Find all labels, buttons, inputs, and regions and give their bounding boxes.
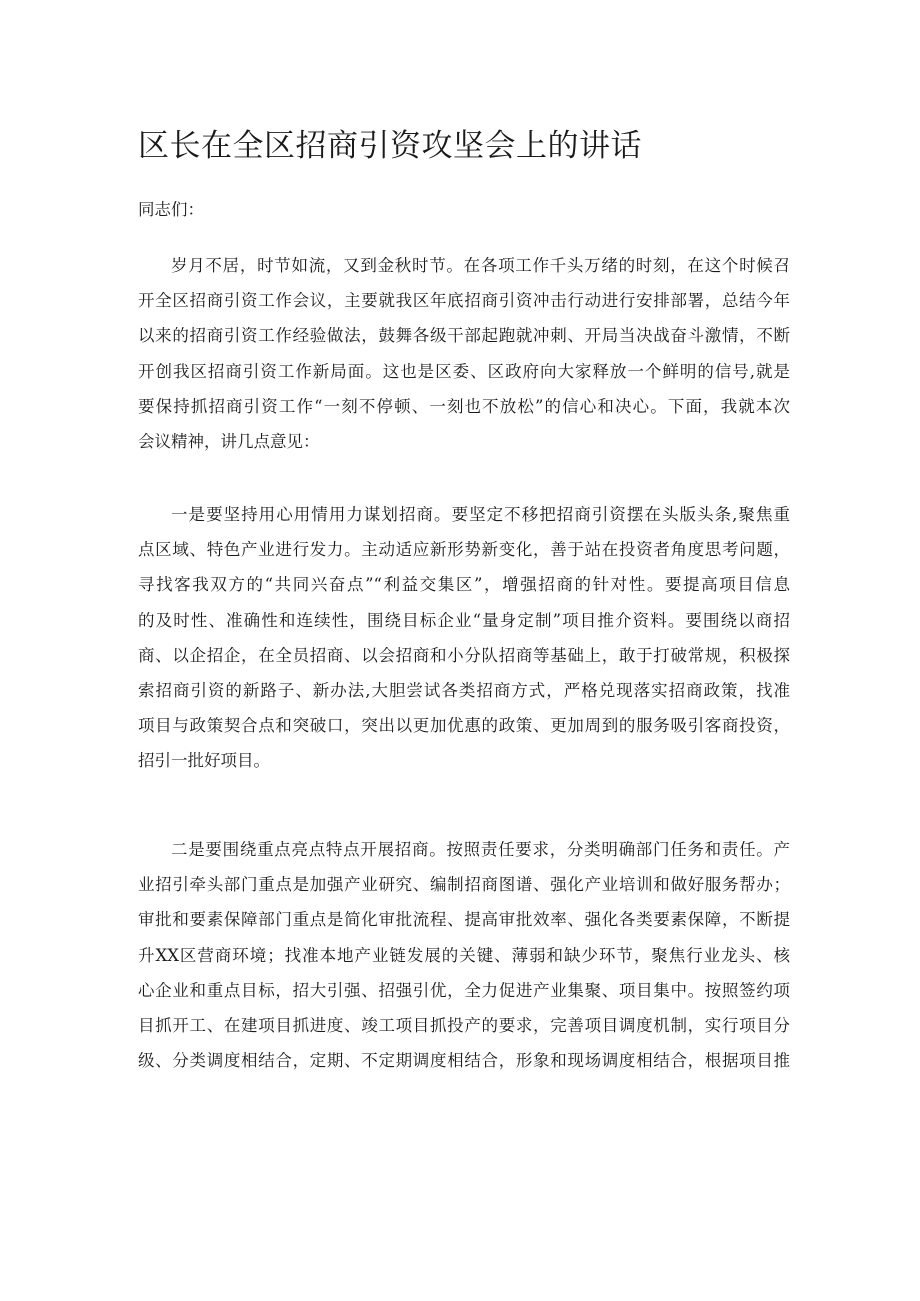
paragraph-line: 级、分类调度相结合，定期、不定期调度相结合，形象和现场调度相结合，根据项目推 [138,1051,790,1071]
paragraph-line: 索招商引资的新路子、新办法,大胆尝试各类招商方式，严格兑现落实招商政策，找准 [138,681,790,701]
paragraph-line: 商、以企招企，在全员招商、以会招商和小分队招商等基础上，敢于打破常规，积极探 [138,645,790,665]
paragraph-line: 招引一批好项目。 [138,751,270,771]
paragraph-line: 会议精神，讲几点意见： [138,432,320,452]
paragraph-line: 要保持抓招商引资工作“一刻不停顿、一刻也不放松”的信心和决心。下面，我就本次 [138,396,790,416]
paragraph-line: 寻找客我双方的“共同兴奋点”“利益交集区”，增强招商的针对性。要提高项目信息 [138,575,790,595]
paragraph-line: 岁月不居，时节如流，又到金秋时节。在各项工作千头万绪的时刻，在这个时候召 [171,256,790,275]
paragraph-line: 项目与政策契合点和突破口，突出以更加优惠的政策、更加周到的服务吸引客商投资， [138,716,790,736]
document-title: 区长在全区招商引资攻坚会上的讲话 [138,128,642,164]
paragraph-line: 开创我区招商引资工作新局面。这也是区委、区政府向大家释放一个鲜明的信号,就是 [138,361,790,381]
paragraph-line: 心企业和重点目标，招大引强、招强引优，全力促进产业集聚、项目集中。按照签约项 [138,980,790,1000]
paragraph-line: 目抓开工、在建项目抓进度、竣工项目抓投产的要求，完善项目调度机制，实行项目分 [138,1016,790,1036]
paragraph-line: 升XX区营商环境；找准本地产业链发展的关键、薄弱和缺少环节，聚焦行业龙头、核 [138,945,790,965]
paragraph-line: 以来的招商引资工作经验做法，鼓舞各级干部起跑就冲刺、开局当决战奋斗激情，不断 [138,326,790,346]
paragraph-line: 点区域、特色产业进行发力。主动适应新形势新变化，善于站在投资者角度思考问题， [138,540,790,560]
paragraph-2 [138,497,790,779]
greeting: 同志们： [138,200,204,219]
paragraph-line: 审批和要素保障部门重点是简化审批流程、提高审批效率、强化各类要素保障，不断提 [138,910,790,930]
paragraph-3 [138,832,790,1078]
paragraph-1 [138,248,790,459]
paragraph-line: 一是要坚持用心用情用力谋划招商。要坚定不移把招商引资摆在头版头条,聚焦重 [171,505,790,524]
paragraph-line: 二是要围绕重点亮点特点开展招商。按照责任要求，分类明确部门任务和责任。产 [171,840,790,859]
paragraph-line: 的及时性、准确性和连续性，围绕目标企业“量身定制”项目推介资料。要围绕以商招 [138,610,790,630]
paragraph-line: 开全区招商引资工作会议，主要就我区年底招商引资冲击行动进行安排部署，总结今年 [138,291,790,311]
paragraph-line: 业招引牵头部门重点是加强产业研究、编制招商图谱、强化产业培训和做好服务帮办； [138,875,790,895]
